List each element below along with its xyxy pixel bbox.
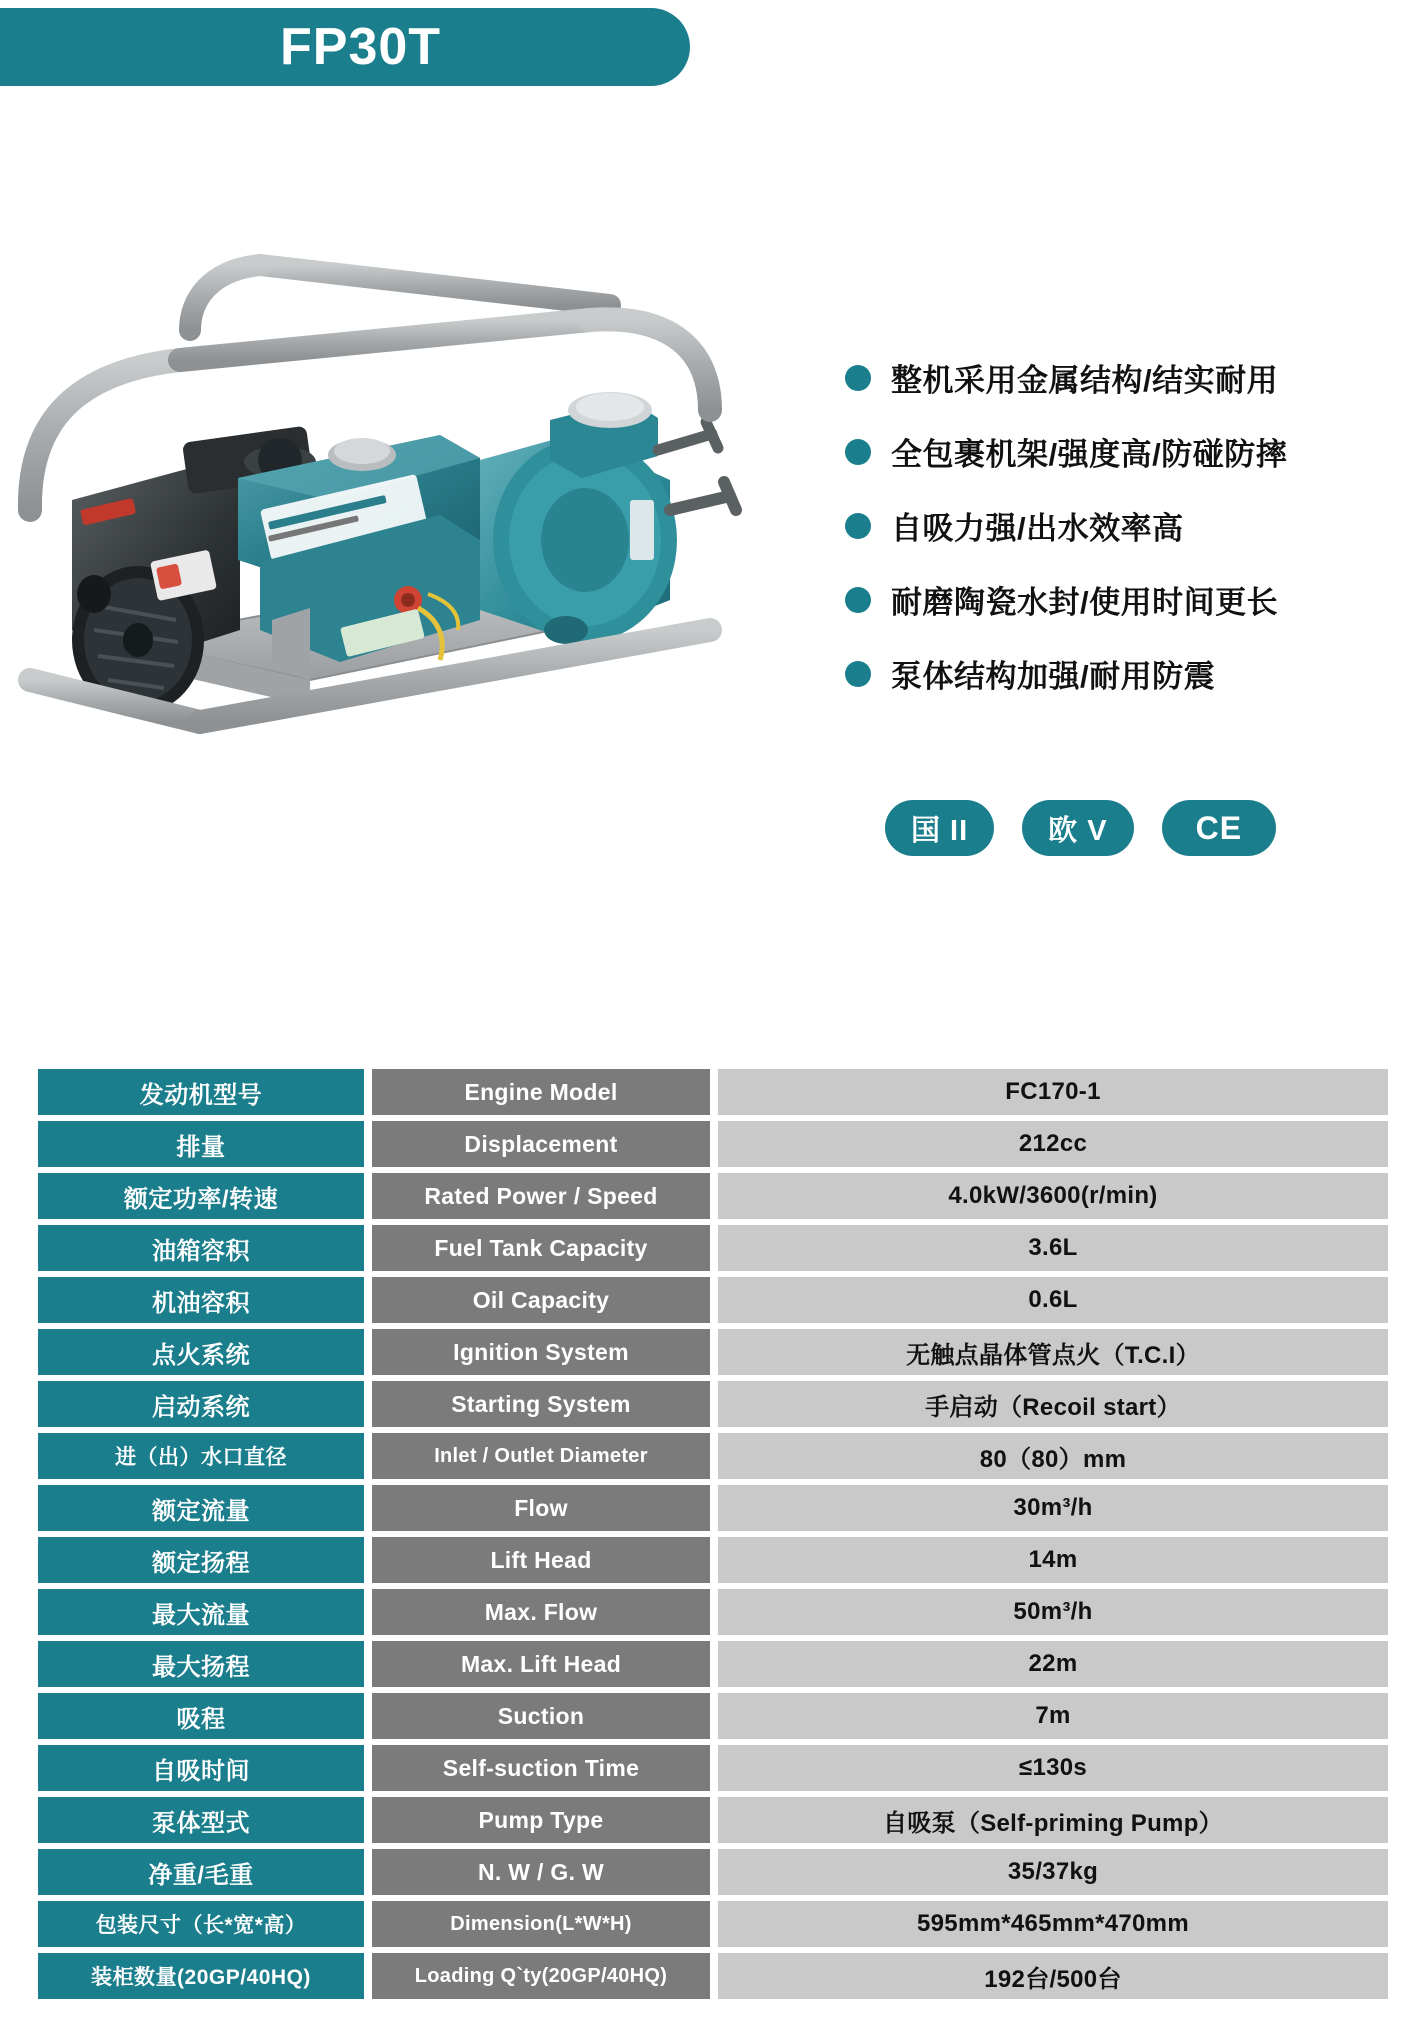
spec-name-cn: 最大扬程 bbox=[38, 1641, 372, 1687]
table-row bbox=[38, 1953, 1388, 1999]
spec-value: 自吸泵（Self-priming Pump） bbox=[718, 1797, 1388, 1843]
bullet-dot-icon bbox=[845, 587, 871, 613]
spec-name-cn: 自吸时间 bbox=[38, 1745, 372, 1791]
spec-name-cn: 装柜数量(20GP/40HQ) bbox=[38, 1953, 372, 1999]
feature-label: 泵体结构加强/耐用防震 bbox=[891, 659, 1216, 694]
feature-item bbox=[845, 577, 1415, 622]
spec-value: 192台/500台 bbox=[718, 1953, 1388, 1999]
table-row bbox=[38, 1693, 1388, 1739]
spec-name-en: Self-suction Time bbox=[372, 1745, 718, 1791]
spec-name-cn: 净重/毛重 bbox=[38, 1849, 372, 1895]
table-row bbox=[38, 1329, 1388, 1375]
specification-table bbox=[38, 1063, 1388, 2005]
spec-value: 212cc bbox=[718, 1121, 1388, 1167]
table-row bbox=[38, 1433, 1388, 1479]
table-row bbox=[38, 1277, 1388, 1323]
spec-name-cn: 机油容积 bbox=[38, 1277, 372, 1323]
spec-name-cn: 泵体型式 bbox=[38, 1797, 372, 1843]
fuel-tank bbox=[238, 435, 480, 680]
spec-value: FC170-1 bbox=[718, 1069, 1388, 1115]
spec-name-cn: 吸程 bbox=[38, 1693, 372, 1739]
feature-item bbox=[845, 355, 1415, 400]
feature-label: 整机采用金属结构/结实耐用 bbox=[891, 363, 1279, 398]
table-row bbox=[38, 1225, 1388, 1271]
table-row bbox=[38, 1381, 1388, 1427]
badge-guo-2: 国 II bbox=[885, 800, 994, 856]
spec-name-cn: 额定流量 bbox=[38, 1485, 372, 1531]
spec-value: 80（80）mm bbox=[718, 1433, 1388, 1479]
spec-value: 35/37kg bbox=[718, 1849, 1388, 1895]
spec-name-en: N. W / G. W bbox=[372, 1849, 718, 1895]
table-row bbox=[38, 1485, 1388, 1531]
spec-name-en: Pump Type bbox=[372, 1797, 718, 1843]
spec-value: 手启动（Recoil start） bbox=[718, 1381, 1388, 1427]
spec-value: 0.6L bbox=[718, 1277, 1388, 1323]
product-image bbox=[10, 210, 830, 790]
spec-name-cn: 额定扬程 bbox=[38, 1537, 372, 1583]
spec-name-en: Inlet / Outlet Diameter bbox=[372, 1433, 718, 1479]
feature-item bbox=[845, 503, 1415, 548]
spec-name-en: Engine Model bbox=[372, 1069, 718, 1115]
spec-name-en: Max. Flow bbox=[372, 1589, 718, 1635]
spec-value: 595mm*465mm*470mm bbox=[718, 1901, 1388, 1947]
feature-item bbox=[845, 429, 1415, 474]
spec-name-cn: 油箱容积 bbox=[38, 1225, 372, 1271]
water-pump-illustration bbox=[10, 210, 830, 790]
table-row bbox=[38, 1745, 1388, 1791]
table-row bbox=[38, 1589, 1388, 1635]
feature-list bbox=[845, 355, 1415, 725]
spec-name-en: Displacement bbox=[372, 1121, 718, 1167]
spec-name-cn: 最大流量 bbox=[38, 1589, 372, 1635]
feature-label: 自吸力强/出水效率高 bbox=[891, 511, 1184, 546]
spec-name-cn: 发动机型号 bbox=[38, 1069, 372, 1115]
certification-badges bbox=[885, 800, 1276, 856]
spec-name-cn: 启动系统 bbox=[38, 1381, 372, 1427]
feature-label: 耐磨陶瓷水封/使用时间更长 bbox=[891, 585, 1279, 620]
page-title: FP30T bbox=[280, 18, 442, 76]
spec-value: 14m bbox=[718, 1537, 1388, 1583]
spec-name-en: Oil Capacity bbox=[372, 1277, 718, 1323]
spec-name-cn: 点火系统 bbox=[38, 1329, 372, 1375]
spec-name-en: Max. Lift Head bbox=[372, 1641, 718, 1687]
spec-name-en: Loading Q`ty(20GP/40HQ) bbox=[372, 1953, 718, 1999]
spec-name-cn: 进（出）水口直径 bbox=[38, 1433, 372, 1479]
spec-name-en: Flow bbox=[372, 1485, 718, 1531]
page-header-banner bbox=[0, 8, 690, 86]
badge-ce: CE bbox=[1162, 800, 1276, 856]
spec-value: 22m bbox=[718, 1641, 1388, 1687]
spec-name-en: Starting System bbox=[372, 1381, 718, 1427]
table-row bbox=[38, 1849, 1388, 1895]
spec-value: 无触点晶体管点火（T.C.I） bbox=[718, 1329, 1388, 1375]
bullet-dot-icon bbox=[845, 513, 871, 539]
bullet-dot-icon bbox=[845, 439, 871, 465]
pump-housing bbox=[480, 392, 736, 644]
spec-name-cn: 额定功率/转速 bbox=[38, 1173, 372, 1219]
spec-name-en: Dimension(L*W*H) bbox=[372, 1901, 718, 1947]
spec-name-en: Fuel Tank Capacity bbox=[372, 1225, 718, 1271]
spec-name-en: Suction bbox=[372, 1693, 718, 1739]
spec-value: 3.6L bbox=[718, 1225, 1388, 1271]
table-row bbox=[38, 1173, 1388, 1219]
table-row bbox=[38, 1069, 1388, 1115]
spec-value: 7m bbox=[718, 1693, 1388, 1739]
feature-item bbox=[845, 651, 1415, 696]
spec-value: ≤130s bbox=[718, 1745, 1388, 1791]
table-row bbox=[38, 1901, 1388, 1947]
bullet-dot-icon bbox=[845, 365, 871, 391]
spec-name-cn: 排量 bbox=[38, 1121, 372, 1167]
spec-value: 30m³/h bbox=[718, 1485, 1388, 1531]
spec-name-en: Rated Power / Speed bbox=[372, 1173, 718, 1219]
table-row bbox=[38, 1641, 1388, 1687]
spec-name-en: Ignition System bbox=[372, 1329, 718, 1375]
badge-euro-5: 欧 V bbox=[1022, 800, 1133, 856]
spec-name-en: Lift Head bbox=[372, 1537, 718, 1583]
feature-label: 全包裹机架/强度高/防碰防摔 bbox=[891, 437, 1288, 472]
table-row bbox=[38, 1537, 1388, 1583]
table-row bbox=[38, 1121, 1388, 1167]
spec-value: 4.0kW/3600(r/min) bbox=[718, 1173, 1388, 1219]
table-row bbox=[38, 1797, 1388, 1843]
bullet-dot-icon bbox=[845, 661, 871, 687]
spec-name-cn: 包装尺寸（长*宽*高） bbox=[38, 1901, 372, 1947]
spec-value: 50m³/h bbox=[718, 1589, 1388, 1635]
